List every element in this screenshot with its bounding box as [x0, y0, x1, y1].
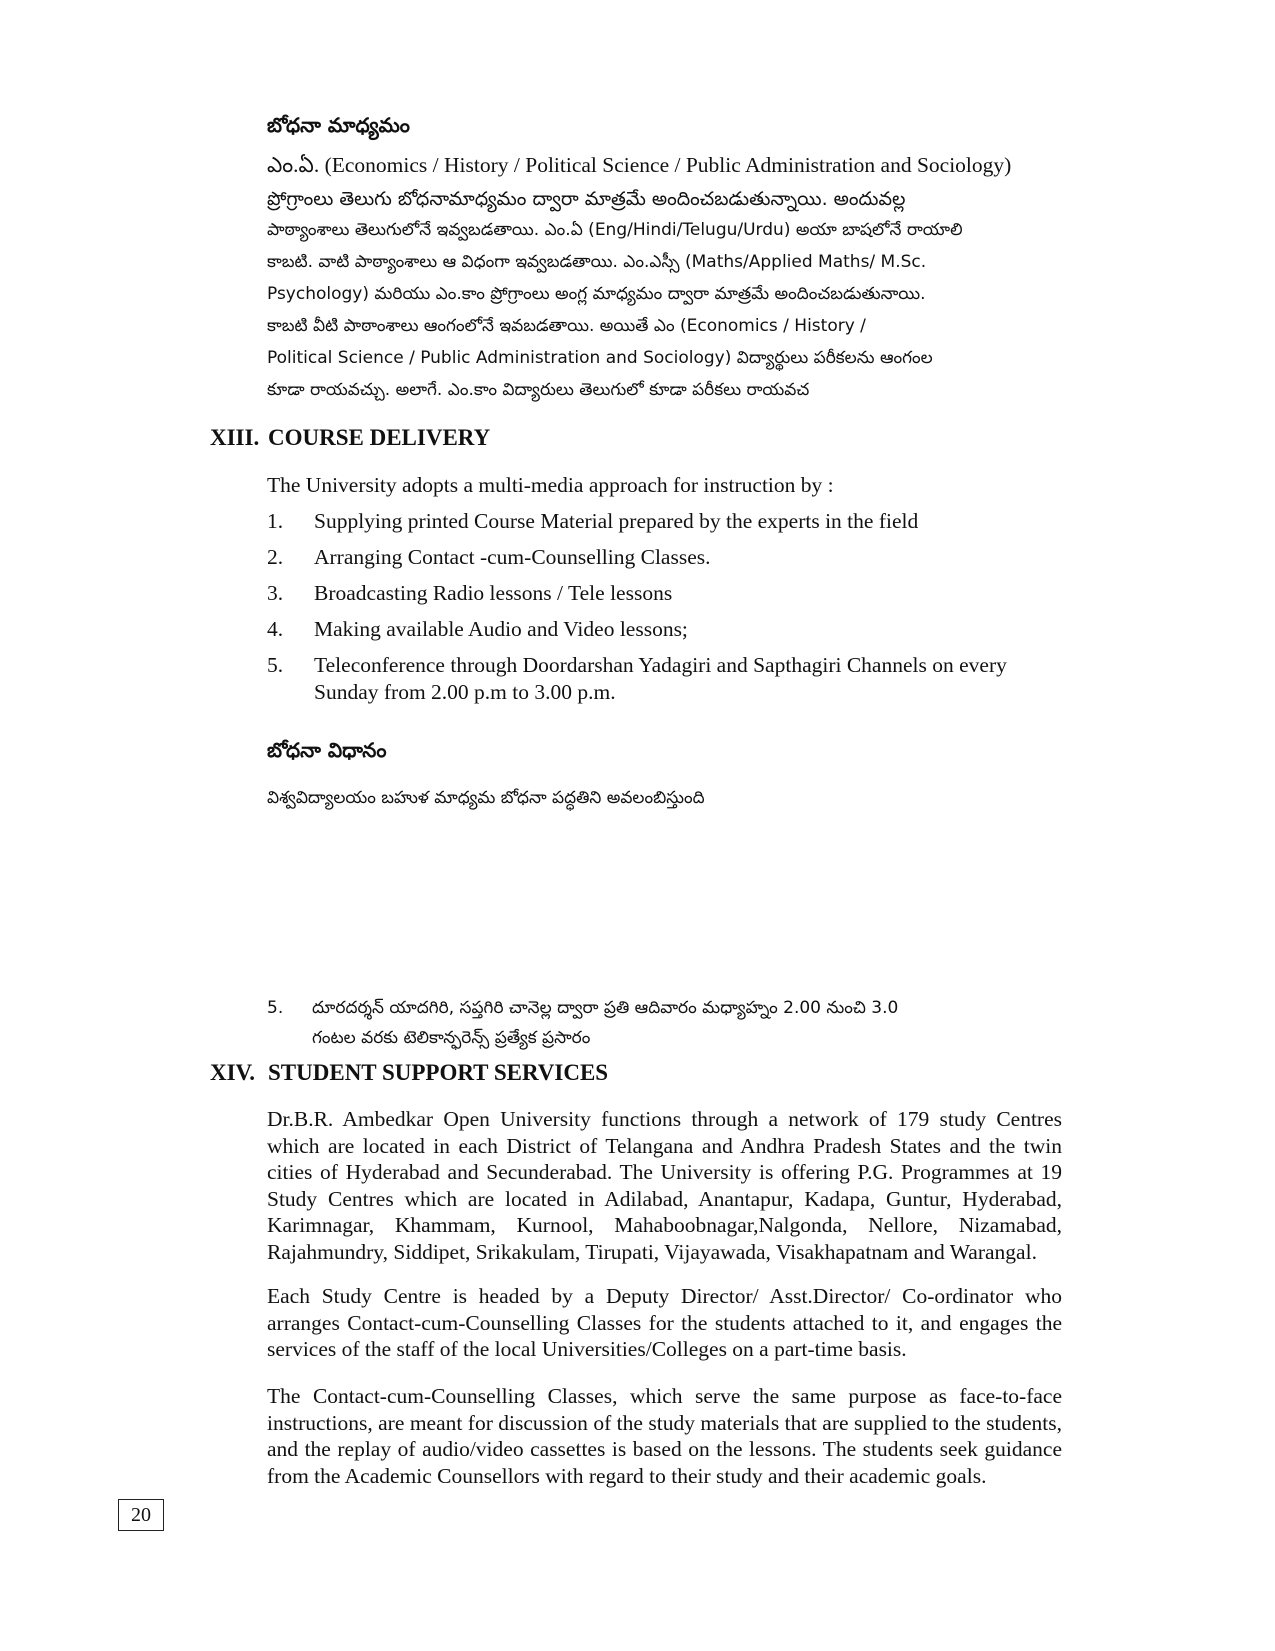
medium-line: కూడా రాయవచ్చు. అలాగే. ఎం.కాం విద్యారులు తెలుగులో కూడా పరీకలు రాయవచ [267, 380, 810, 400]
section-14-title: STUDENT SUPPORT SERVICES [268, 1060, 609, 1085]
list-text: Supplying printed Course Material prepared by the experts in the field [314, 509, 919, 533]
page-number: 20 [118, 1499, 164, 1531]
section-13-intro: The University adopts a multi-media approach for instruction by : [267, 473, 834, 497]
section-13-heading [210, 425, 490, 451]
medium-line: Psychology) మరియు ఎం.కాం ప్రోగ్రాంలు అంగ్ల మాధ్యమం ద్వారా మాత్రమే అందించబడుతునాయి. [267, 284, 926, 304]
medium-line: కాబటి. వాటి పాఠ్యాంశాలు ఆ విధంగా ఇవ్వబడతాయి. ఎం.ఎస్సీ (Maths/Applied Maths/ M.Sc. [267, 252, 927, 272]
medium-line: పాఠ్యాంశాలు తెలుగులోనే ఇవ్వబడతాయి. ఎం.ఏ (Eng/Hindi/Telugu/Urdu) అయా బాషలోనే రాయాలి [267, 220, 963, 240]
list-text: Making available Audio and Video lessons; [314, 617, 688, 641]
medium-heading: బోధనా మాధ్యమం [267, 113, 410, 137]
section-13-title: COURSE DELIVERY [268, 425, 491, 450]
list-text: Teleconference through Doordarshan Yadagiri and Sapthagiri Channels on every Sunday from 2.00 p.m to 3.00 p.m. [314, 653, 1007, 704]
section-14-heading [210, 1060, 608, 1086]
list-number: 4. [267, 617, 284, 641]
method-intro: విశ్వవిద్యాలయం బహుళ మాధ్యమ బోధనా పద్ధతిని అవలంబిస్తుంది [267, 788, 705, 808]
medium-line: Political Science / Public Administration and Sociology) విద్యార్థులు పరీకలను ఆంగంల [267, 348, 933, 368]
list-text: Broadcasting Radio lessons / Tele lessons [314, 581, 673, 605]
method-text: దూరదర్శన్ యాదగిరి, సప్తగిరి చానెల్ల ద్వారా ప్రతి ఆదివారం మధ్యాహ్నం 2.00 నుంచి 3.0 [312, 998, 899, 1018]
method-heading: బోధనా విధానం [267, 738, 387, 762]
method-number: 5. [267, 998, 284, 1018]
medium-line: కాబటి వీటి పాఠాంశాలు ఆంగంలోనే ఇవబడతాయి. అయితే ఎం (Economics / History / [267, 316, 866, 336]
section-14-paragraph: Each Study Centre is headed by a Deputy Director/ Asst.Director/ Co-ordinator who arranges Contact-cum-Counselling Classes for the students attached to it, and engages the services of the staff of the local Universities/Colleges on a part-time basis. [267, 1284, 1062, 1361]
list-number: 3. [267, 581, 284, 605]
list-number: 2. [267, 545, 284, 569]
list-number: 5. [267, 653, 284, 677]
method-text: గంటల వరకు టెలికాన్ఫరెన్స్ ప్రత్యేక ప్రసారం [312, 1028, 591, 1048]
section-14-paragraph: Dr.B.R. Ambedkar Open University functions through a network of 179 study Centres which are located in each District of Telangana and Andhra Pradesh States and the twin cities of Hyderabad and Secunderabad. The University is offering P.G. Programmes at 19 Study Centres which are located in Adilabad, Anantapur, Kadapa, Guntur, Hyderabad, Karimnagar, Khammam, Kurnool, Mahaboobnagar,Nalgonda, Nellore, Nizamabad, Rajahmundry, Siddipet, Srikakulam, Tirupati, Vijayawada, Visakhapatnam and Warangal. [267, 1107, 1062, 1264]
section-14-number: XIV. [210, 1060, 255, 1085]
list-number: 1. [267, 509, 284, 533]
method-item [267, 993, 1067, 1055]
list-text: Arranging Contact -cum-Counselling Classes. [314, 545, 711, 569]
section-13-number: XIII. [210, 425, 260, 450]
section-14-paragraph: The Contact-cum-Counselling Classes, which serve the same purpose as face-to-face instructions, are meant for discussion of the study materials that are supplied to the students, and the replay of audio/video cassettes is based on the lessons. The students seek guidance from the Academic Counsellors with regard to their study and their academic goals. [267, 1384, 1062, 1488]
medium-line: ప్రోగ్రాంలు తెలుగు బోధనామాధ్యమం ద్వారా మాత్రమే అందించబడుతున్నాయి. అందువల్ల [267, 188, 906, 210]
medium-line: ఎం.ఏ. (Economics / History / Political Science / Public Administration and Sociology) [267, 153, 1012, 177]
